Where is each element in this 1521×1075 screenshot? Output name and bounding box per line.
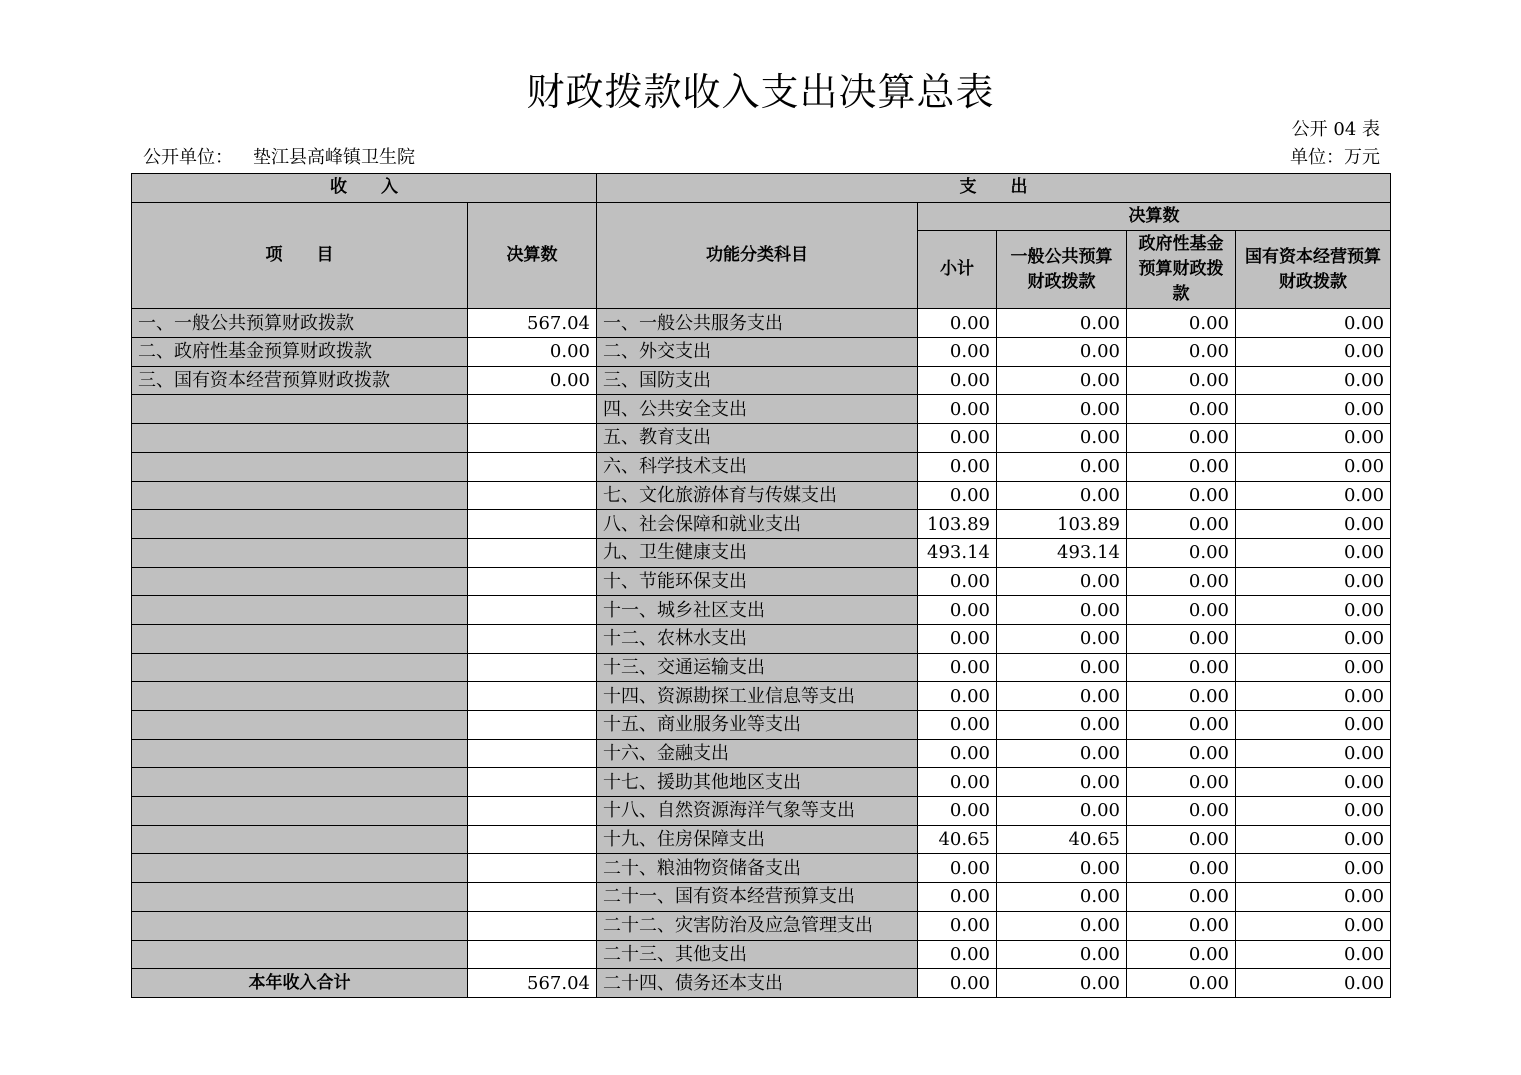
page-title: 财政拨款收入支出决算总表	[526, 70, 995, 114]
expense-state-capital: 0.00	[1236, 395, 1391, 424]
expense-category: 二十一、国有资本经营预算支出	[597, 883, 918, 912]
expense-subtotal: 493.14	[918, 538, 997, 567]
expense-gov-fund: 0.00	[1127, 309, 1236, 338]
org-name: 垫江县高峰镇卫生院	[253, 147, 415, 168]
income-amount-empty	[468, 768, 597, 797]
expense-category: 三、国防支出	[597, 366, 918, 395]
expense-general: 0.00	[997, 395, 1127, 424]
expense-gov-fund: 0.00	[1127, 883, 1236, 912]
income-amount-empty	[468, 596, 597, 625]
subtotal-header: 小计	[918, 231, 997, 309]
expense-category: 六、科学技术支出	[597, 452, 918, 481]
table-row	[132, 424, 1391, 453]
expense-state-capital: 0.00	[1236, 825, 1391, 854]
final-amount-header: 决算数	[918, 202, 1391, 231]
income-item: 一、一般公共预算财政拨款	[132, 309, 468, 338]
expense-state-capital: 0.00	[1236, 596, 1391, 625]
total-amount: 567.04	[468, 969, 597, 998]
expense-general: 0.00	[997, 911, 1127, 940]
expense-general: 0.00	[997, 940, 1127, 969]
income-item-empty	[132, 682, 468, 711]
expense-general: 0.00	[997, 481, 1127, 510]
expense-category: 四、公共安全支出	[597, 395, 918, 424]
expense-state-capital: 0.00	[1236, 510, 1391, 539]
expense-general: 103.89	[997, 510, 1127, 539]
income-amount: 567.04	[468, 309, 597, 338]
table-row	[132, 653, 1391, 682]
income-item-empty	[132, 768, 468, 797]
income-amount-empty	[468, 940, 597, 969]
expense-state-capital: 0.00	[1236, 739, 1391, 768]
expense-category: 二十、粮油物资储备支出	[597, 854, 918, 883]
expense-category: 二十三、其他支出	[597, 940, 918, 969]
income-amount-empty	[468, 739, 597, 768]
income-amount-empty	[468, 538, 597, 567]
expense-general: 0.00	[997, 624, 1127, 653]
expense-gov-fund: 0.00	[1127, 452, 1236, 481]
expense-category: 十七、援助其他地区支出	[597, 768, 918, 797]
expense-state-capital: 0.00	[1236, 309, 1391, 338]
income-item-empty	[132, 940, 468, 969]
income-amount-empty	[468, 481, 597, 510]
expense-state-capital: 0.00	[1236, 854, 1391, 883]
expense-subtotal: 0.00	[918, 596, 997, 625]
income-amount-empty	[468, 911, 597, 940]
table-row	[132, 768, 1391, 797]
expense-state-capital: 0.00	[1236, 768, 1391, 797]
expense-general: 0.00	[997, 596, 1127, 625]
income-amount-empty	[468, 452, 597, 481]
expense-gov-fund: 0.00	[1127, 538, 1236, 567]
expense-subtotal: 0.00	[918, 911, 997, 940]
expense-subtotal: 40.65	[918, 825, 997, 854]
expense-gov-fund: 0.00	[1127, 510, 1236, 539]
expense-category: 十六、金融支出	[597, 739, 918, 768]
total-label: 本年收入合计	[132, 969, 468, 998]
expense-general: 0.00	[997, 452, 1127, 481]
expense-subtotal: 0.00	[918, 768, 997, 797]
expense-state-capital: 0.00	[1236, 883, 1391, 912]
table-row	[132, 883, 1391, 912]
expense-category: 十一、城乡社区支出	[597, 596, 918, 625]
table-row	[132, 797, 1391, 826]
income-amount-empty	[468, 395, 597, 424]
expense-general: 0.00	[997, 739, 1127, 768]
expense-gov-fund: 0.00	[1127, 854, 1236, 883]
table-row	[132, 567, 1391, 596]
expense-gov-fund: 0.00	[1127, 653, 1236, 682]
expense-category: 十二、农林水支出	[597, 624, 918, 653]
table-row	[132, 911, 1391, 940]
income-amount-empty	[468, 653, 597, 682]
func-category-header: 功能分类科目	[597, 202, 918, 309]
expense-gov-fund: 0.00	[1127, 797, 1236, 826]
income-item-empty	[132, 424, 468, 453]
income-amount-empty	[468, 682, 597, 711]
income-amount-empty	[468, 711, 597, 740]
expense-subtotal: 0.00	[918, 940, 997, 969]
expense-subtotal: 0.00	[918, 481, 997, 510]
expense-subtotal: 0.00	[918, 366, 997, 395]
expense-general: 0.00	[997, 424, 1127, 453]
income-item-empty	[132, 567, 468, 596]
table-row	[132, 395, 1391, 424]
income-item-empty	[132, 510, 468, 539]
expense-gov-fund: 0.00	[1127, 624, 1236, 653]
currency-unit: 单位：万元	[1290, 147, 1380, 168]
expense-category: 十三、交通运输支出	[597, 653, 918, 682]
income-item-empty	[132, 395, 468, 424]
table-row	[132, 596, 1391, 625]
table-row	[132, 510, 1391, 539]
income-item-empty	[132, 883, 468, 912]
income-item-empty	[132, 739, 468, 768]
income-item: 三、国有资本经营预算财政拨款	[132, 366, 468, 395]
expense-gov-fund: 0.00	[1127, 940, 1236, 969]
expense-state-capital: 0.00	[1236, 366, 1391, 395]
table-row	[132, 854, 1391, 883]
expense-subtotal: 0.00	[918, 452, 997, 481]
expense-general: 0.00	[997, 567, 1127, 596]
table-row	[132, 624, 1391, 653]
income-header: 收 入	[132, 174, 597, 203]
income-amount-empty	[468, 567, 597, 596]
table-row	[132, 739, 1391, 768]
income-item-empty	[132, 653, 468, 682]
income-amount-empty	[468, 424, 597, 453]
income-amount: 0.00	[468, 366, 597, 395]
expense-state-capital: 0.00	[1236, 940, 1391, 969]
income-item-empty	[132, 481, 468, 510]
table-row	[132, 309, 1391, 338]
table-row	[132, 538, 1391, 567]
expense-gov-fund: 0.00	[1127, 424, 1236, 453]
expense-gov-fund: 0.00	[1127, 338, 1236, 367]
expense-subtotal: 0.00	[918, 739, 997, 768]
expense-subtotal: 0.00	[918, 395, 997, 424]
table-row	[132, 969, 1391, 998]
expense-gov-fund: 0.00	[1127, 481, 1236, 510]
expense-category: 十八、自然资源海洋气象等支出	[597, 797, 918, 826]
budget-table	[131, 173, 1391, 998]
expense-state-capital: 0.00	[1236, 711, 1391, 740]
expense-category: 十九、住房保障支出	[597, 825, 918, 854]
expense-state-capital: 0.00	[1236, 797, 1391, 826]
income-amount-empty	[468, 883, 597, 912]
expense-state-capital: 0.00	[1236, 653, 1391, 682]
income-item-empty	[132, 711, 468, 740]
table-row	[132, 825, 1391, 854]
income-item-empty	[132, 596, 468, 625]
income-item-empty	[132, 797, 468, 826]
table-row	[132, 940, 1391, 969]
expense-category: 二十四、债务还本支出	[597, 969, 918, 998]
income-amount-empty	[468, 797, 597, 826]
expense-state-capital: 0.00	[1236, 481, 1391, 510]
income-item-empty	[132, 452, 468, 481]
table-row	[132, 481, 1391, 510]
expense-category: 二、外交支出	[597, 338, 918, 367]
expense-general: 0.00	[997, 338, 1127, 367]
expense-gov-fund: 0.00	[1127, 711, 1236, 740]
expense-category: 一、一般公共服务支出	[597, 309, 918, 338]
expense-subtotal: 0.00	[918, 567, 997, 596]
expense-state-capital: 0.00	[1236, 538, 1391, 567]
state-capital-header: 国有资本经营预算财政拨款	[1236, 231, 1391, 309]
expense-category: 七、文化旅游体育与传媒支出	[597, 481, 918, 510]
org-label: 公开单位：	[143, 147, 233, 168]
expense-general: 0.00	[997, 366, 1127, 395]
expense-gov-fund: 0.00	[1127, 768, 1236, 797]
income-item-empty	[132, 538, 468, 567]
income-amount: 0.00	[468, 338, 597, 367]
expense-subtotal: 0.00	[918, 624, 997, 653]
income-amount-empty	[468, 854, 597, 883]
table-row	[132, 711, 1391, 740]
expense-subtotal: 0.00	[918, 682, 997, 711]
form-number: 公开 04 表	[1291, 119, 1380, 140]
expense-gov-fund: 0.00	[1127, 825, 1236, 854]
amount-header: 决算数	[468, 202, 597, 309]
expense-header: 支 出	[597, 174, 1391, 203]
income-item-empty	[132, 854, 468, 883]
income-amount-empty	[468, 624, 597, 653]
publishing-unit	[143, 146, 415, 170]
expense-subtotal: 103.89	[918, 510, 997, 539]
income-item-empty	[132, 911, 468, 940]
expense-general: 0.00	[997, 854, 1127, 883]
income-item: 二、政府性基金预算财政拨款	[132, 338, 468, 367]
income-amount-empty	[468, 510, 597, 539]
table-row	[132, 366, 1391, 395]
expense-general: 0.00	[997, 682, 1127, 711]
expense-subtotal: 0.00	[918, 653, 997, 682]
expense-state-capital: 0.00	[1236, 911, 1391, 940]
income-item-empty	[132, 825, 468, 854]
expense-state-capital: 0.00	[1236, 452, 1391, 481]
expense-general: 0.00	[997, 969, 1127, 998]
expense-subtotal: 0.00	[918, 797, 997, 826]
expense-state-capital: 0.00	[1236, 624, 1391, 653]
expense-category: 二十二、灾害防治及应急管理支出	[597, 911, 918, 940]
expense-subtotal: 0.00	[918, 969, 997, 998]
expense-general: 0.00	[997, 653, 1127, 682]
expense-state-capital: 0.00	[1236, 424, 1391, 453]
expense-gov-fund: 0.00	[1127, 682, 1236, 711]
expense-general: 0.00	[997, 711, 1127, 740]
table-row	[132, 452, 1391, 481]
expense-general: 0.00	[997, 768, 1127, 797]
expense-category: 九、卫生健康支出	[597, 538, 918, 567]
general-budget-header: 一般公共预算财政拨款	[997, 231, 1127, 309]
expense-general: 0.00	[997, 797, 1127, 826]
expense-category: 十四、资源勘探工业信息等支出	[597, 682, 918, 711]
item-header: 项 目	[132, 202, 468, 309]
expense-gov-fund: 0.00	[1127, 596, 1236, 625]
expense-state-capital: 0.00	[1236, 969, 1391, 998]
expense-gov-fund: 0.00	[1127, 395, 1236, 424]
expense-subtotal: 0.00	[918, 424, 997, 453]
expense-gov-fund: 0.00	[1127, 567, 1236, 596]
expense-category: 十五、商业服务业等支出	[597, 711, 918, 740]
expense-general: 493.14	[997, 538, 1127, 567]
gov-fund-header: 政府性基金预算财政拨款	[1127, 231, 1236, 309]
expense-category: 十、节能环保支出	[597, 567, 918, 596]
expense-state-capital: 0.00	[1236, 338, 1391, 367]
expense-category: 八、社会保障和就业支出	[597, 510, 918, 539]
expense-subtotal: 0.00	[918, 711, 997, 740]
expense-state-capital: 0.00	[1236, 682, 1391, 711]
expense-subtotal: 0.00	[918, 338, 997, 367]
income-item-empty	[132, 624, 468, 653]
expense-gov-fund: 0.00	[1127, 739, 1236, 768]
expense-category: 五、教育支出	[597, 424, 918, 453]
expense-subtotal: 0.00	[918, 309, 997, 338]
expense-state-capital: 0.00	[1236, 567, 1391, 596]
income-amount-empty	[468, 825, 597, 854]
expense-general: 40.65	[997, 825, 1127, 854]
expense-general: 0.00	[997, 309, 1127, 338]
expense-general: 0.00	[997, 883, 1127, 912]
expense-gov-fund: 0.00	[1127, 366, 1236, 395]
table-row	[132, 682, 1391, 711]
expense-gov-fund: 0.00	[1127, 911, 1236, 940]
expense-subtotal: 0.00	[918, 883, 997, 912]
expense-subtotal: 0.00	[918, 854, 997, 883]
expense-gov-fund: 0.00	[1127, 969, 1236, 998]
table-row	[132, 338, 1391, 367]
